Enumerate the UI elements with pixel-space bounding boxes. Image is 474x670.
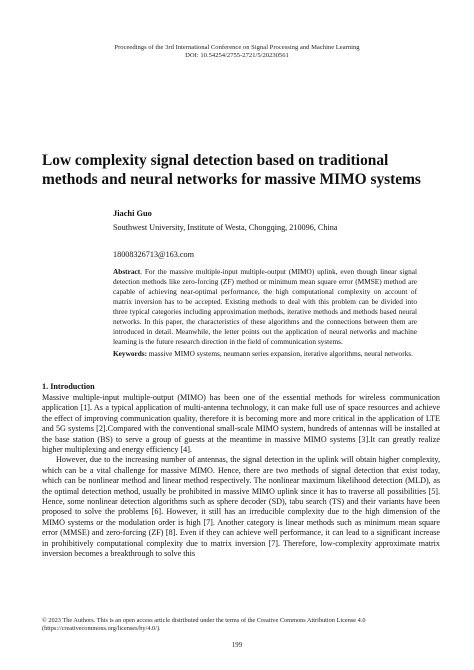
section-heading-introduction: 1. Introduction bbox=[42, 382, 95, 391]
author-name: Jiachi Guo bbox=[113, 209, 152, 218]
paper-title: Low complexity signal detection based on traditional methods and neural networks for massive MIMO systems bbox=[42, 152, 421, 188]
abstract-label: Abstract bbox=[113, 267, 141, 276]
proceedings-header bbox=[0, 44, 474, 60]
keywords-label: Keywords: bbox=[113, 349, 148, 358]
header-conference: Proceedings of the 3rd International Conference on Signal Processing and Machine Learning bbox=[114, 44, 360, 51]
page-number: 199 bbox=[231, 642, 243, 649]
author-email[interactable]: 18008326713@163.com bbox=[113, 250, 194, 259]
abstract bbox=[113, 267, 417, 347]
keywords bbox=[113, 349, 417, 359]
introduction-body bbox=[42, 393, 440, 560]
license-footnote: © 2023 The Authors. This is an open access article distributed under the terms of the Creative Commons Attribution License 4.0 (https://creativecommons.org/licenses/by/4.0/). bbox=[42, 617, 366, 632]
abstract-text: . For the massive multiple-input multiple-output (MIMO) uplink, even though linear signal detection methods like zero-forcing (ZF) method or minimum mean square error (MMSE) method are capable of achieving near-optimal performance, the high computational complexity on account of matrix inversion has to be accepted. Existing methods to deal with this problem can be divided into three typical categories including approximation methods, iterative methods and methods based neural networks. In this paper, the characteristics of these algorithms and the connections between them are introduced in detail. Meanwhile, the letter points out the application of neural networks and machine learning is the future research direction in the field of communication systems. bbox=[113, 267, 417, 346]
keywords-text: massive MIMO systems, neumann series expansion, iterative algorithms, neural networks. bbox=[147, 349, 413, 358]
header-doi: DOI: 10.54254/2755-2721/5/20230561 bbox=[185, 52, 289, 59]
author-affiliation: Southwest University, Institute of Westa, Chongqing, 210096, China bbox=[113, 223, 338, 232]
introduction-paragraph-2: However, due to the increasing number of antennas, the signal detection in the uplink will obtain higher complexity, which can be a vital challenge for massive MIMO. Hence, there are two methods of signal detection that exist today, which can be nonlinear method and linear method respectively. The nonlinear maximum likelihood detection (MLD), as the optimal detection method, usually be prohibited in massive MIMO uplink since it has to traverse all possibilities [5]. Hence, some nonlinear detection algorithms such as sphere decoder (SD), tabu search (TS) and their variants have been proposed to solve the problems [6]. However, it still has an irreducible complexity due to the high dimension of the MIMO systems or the modulation order is high [7]. Another category is linear methods such as minimum mean square error (MMSE) and zero-forcing (ZF) [8]. Even if they can achieve well performance, it can lead to a significant increase in prohibitively computational complexity due to matrix inversion [7]. Therefore, low-complexity approximate matrix inversion becomes a breakthrough to solve this bbox=[42, 455, 440, 559]
introduction-paragraph-1: Massive multiple-input multiple-output (MIMO) has been one of the essential methods for wireless communication application [1]. As a typical application of multi-antenna technology, it can make full use of space resources and achieve the effect of improving communication quality, therefore it is becoming more and more critical in the application of LTE and 5G systems [2].Compared with the conventional small-scale MIMO system, hundreds of antennas will be installed at the base station (BS) to serve a group of guests at the meantime in massive MIMO systems [3].It can greatly realize higher multiplexing and energy efficiency [4]. bbox=[42, 393, 440, 455]
